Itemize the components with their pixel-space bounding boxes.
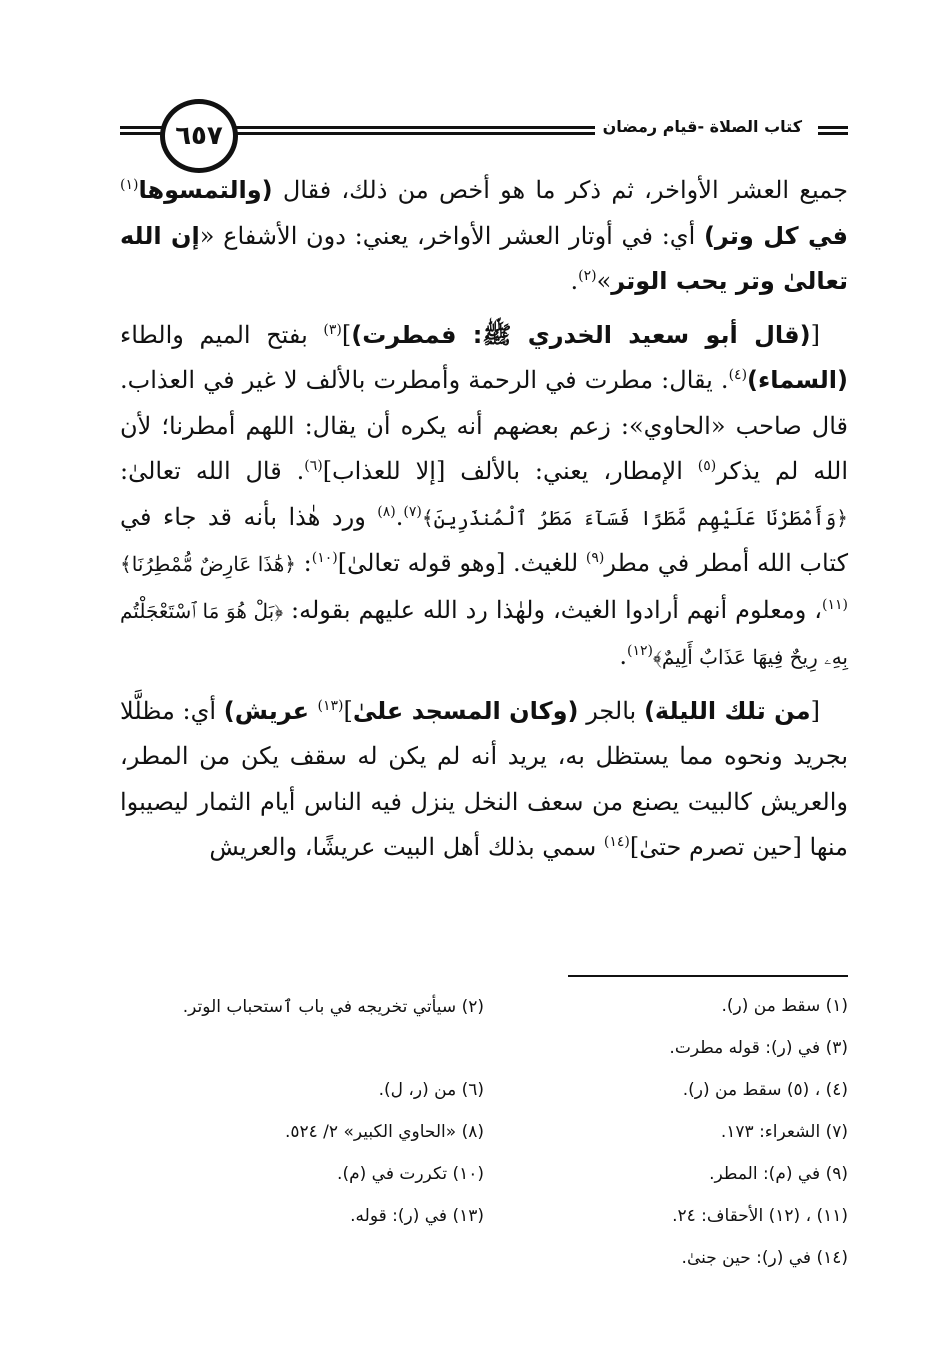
page-number: ٦٥٧ <box>160 99 238 173</box>
bold-text: (والتمسوها <box>138 176 273 204</box>
footnote-row <box>120 985 848 1027</box>
footnote-marker: (٦) <box>304 458 323 474</box>
running-title: كتاب الصلاة -قيام رمضان <box>595 117 810 136</box>
text-run: . <box>619 642 627 670</box>
text-run: الإمطار، يعني: بالألف [إلا للعذاب] <box>322 457 698 485</box>
footnote-right: (٧) الشعراء: ١٧٣. <box>720 1122 848 1142</box>
footnote-row <box>120 1195 848 1237</box>
footnote-marker: (٤) <box>728 367 748 383</box>
text-run: ورد هٰذا بأنه قد جاء في كتاب الله أمطر في مطر <box>120 502 848 577</box>
footnote-left: (٨) «الحاوي الكبير» ٢/ ٥٢٤. <box>284 1122 484 1142</box>
footnote-marker: (٩) <box>585 550 605 566</box>
quran-verse: ﴿بَلْ هُوَ مَا ٱسْتَعْجَلْتُم بِهِۦ رِيحٌ فِيهَا عَذَابٌ أَلِيمٌ﴾ <box>120 598 848 669</box>
footnote-right: (٣) في (ر): قوله مطرت. <box>669 1038 848 1058</box>
footnote-marker: (٣) <box>323 321 342 338</box>
text-run: بالجر <box>578 696 644 725</box>
footnote-row <box>120 1237 848 1279</box>
main-text <box>120 168 848 879</box>
footnote-left: (١٠) تكررت في (م). <box>337 1164 484 1184</box>
quran-verse: ﴿وَأَمْطَرْنَا عَلَيْهِم مَّطَرًا فَسَآءَ مَطَرُ ٱلْمُنذَرِينَ﴾ <box>421 505 848 530</box>
bold-text: (السماء) <box>747 366 848 394</box>
paragraph-3 <box>120 689 848 871</box>
bold-text: في كل وتر) <box>703 221 849 250</box>
footnote-left: (٦) من (ر، ل). <box>378 1080 484 1100</box>
footnote-row <box>120 1069 848 1111</box>
footnote-separator <box>568 975 848 977</box>
bold-text: عريش) <box>223 696 318 725</box>
text-run: أي: في أوتار العشر الأواخر، يعني: دون الأشفاع « <box>199 221 704 250</box>
text-run: بفتح الميم والطاء <box>120 320 324 349</box>
paragraph-1 <box>120 168 848 305</box>
text-run: . يقال: مطرت في الرحمة وأمطرت بالألف لا غير في العذاب. قال صاحب «الحاوي»: زعم بعضهم أنه يكره أن يقال: اللهم أمطرنا؛ لأن الله لم يذكر <box>120 366 848 485</box>
footnote-right: (٩) في (م): المطر. <box>709 1164 848 1184</box>
footnote-marker: (٥) <box>697 458 717 474</box>
text-run: [ <box>810 696 820 725</box>
text-run: . <box>570 267 579 295</box>
footnote-marker: (١٣) <box>317 697 344 714</box>
page-header <box>120 95 848 165</box>
footnote-marker: (٢) <box>578 268 597 284</box>
text-run: : <box>296 549 312 577</box>
footnote-right: (١١) ، (١٢) الأحقاف: ٢٤. <box>672 1206 848 1226</box>
bold-text: إن الله تعالىٰ وتر يحب الوتر <box>120 221 848 295</box>
text-run: ، ومعلوم أنهم أرادوا الغيث، ولهٰذا رد الله عليهم بقوله: <box>283 595 822 624</box>
footnote-marker: (١) <box>120 177 139 193</box>
bold-text: (وكان المسجد علىٰ <box>352 696 579 725</box>
footnote-marker: (٧) <box>403 503 422 520</box>
footnote-marker: (١١) <box>822 596 848 613</box>
text-run: للغيث. [وهو قوله تعالىٰ] <box>337 549 586 577</box>
text-run: سمي بذلك أهل البيت عريشًا، والعريش <box>209 833 604 861</box>
text-run: [ <box>810 320 820 349</box>
footnote-marker: (١٢) <box>626 643 653 659</box>
text-run: جميع العشر الأواخر، ثم ذكر ما هو أخص من ذلك، فقال <box>272 176 848 204</box>
text-run: ] <box>341 320 352 349</box>
footnote-row <box>120 1153 848 1195</box>
header-rule-right-bottom <box>818 132 848 135</box>
quran-verse: ﴿هَٰذَا عَارِضٌ مُّمْطِرُنَا﴾ <box>120 552 297 576</box>
footnote-left: (٢) سيأتي تخريجه في باب ٱستحباب الوتر. <box>182 996 484 1017</box>
footnote-marker: (١٤) <box>603 834 630 850</box>
text-run: . قال الله تعالىٰ: <box>120 457 305 485</box>
paragraph-2 <box>120 313 848 681</box>
text-run: » <box>596 267 612 295</box>
footnote-row <box>120 1027 848 1069</box>
footnote-marker: (١٠) <box>311 550 338 566</box>
text-run: ] <box>343 696 353 725</box>
header-rule-right-top <box>818 126 848 129</box>
bold-text: من تلك الليلة) <box>643 696 811 725</box>
bold-text: (قال أبو سعيد الخدري ﷺ: فمطرت) <box>351 320 811 349</box>
text-run: أي: مظلَّلا بجريد ونحوه مما يستظل به، يريد أنه لم يكن له سقف يكن من المطر، والعريش كالبيت يصنع من سعف النخل ينزل فيه الناس أيام الثمار ليصيبوا منها [حين تصرم حتىٰ] <box>120 696 848 861</box>
text-run: . <box>395 502 404 531</box>
footnote-marker: (٨) <box>377 503 396 520</box>
footnote-right: (١) سقط من (ر). <box>721 996 848 1016</box>
footnote-row <box>120 1111 848 1153</box>
footnotes <box>120 985 848 1279</box>
footnote-right: (٤) ، (٥) سقط من (ر). <box>682 1080 848 1100</box>
footnote-right: (١٤) في (ر): حين جنىٰ. <box>681 1248 848 1268</box>
footnote-left: (١٣) في (ر): قوله. <box>350 1206 484 1226</box>
